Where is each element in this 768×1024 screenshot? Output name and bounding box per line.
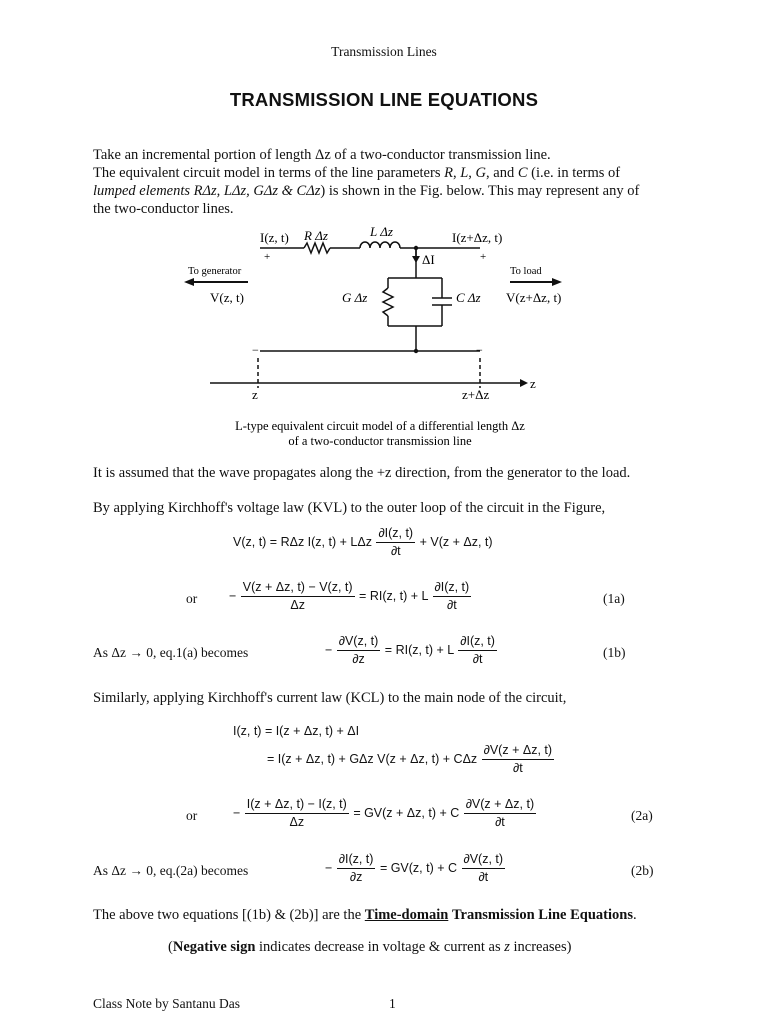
para-kvl: By applying Kirchhoff's voltage law (KVL) to the outer loop of the circuit in the Figure, [93, 500, 606, 516]
eq-2a [233, 797, 537, 830]
frac-num: ∂I(z, t) [433, 580, 472, 597]
eq-kcl-1: I(z, t) = I(z + Δz, t) + ΔI [233, 724, 360, 738]
param-g: G [475, 165, 487, 181]
eq1b-frac1 [337, 634, 381, 667]
eq2b-mid: = GV(z, t) + C [379, 860, 458, 875]
fig-i-right: I(z+Δz, t) [452, 230, 503, 245]
eq2b-label: As Δz → 0, eq.(2a) becomes [93, 863, 249, 878]
frac-num: ∂I(z, t) [337, 852, 376, 869]
frac-den: ∂z [352, 652, 365, 666]
eq1b-mid: = RI(z, t) + L [384, 642, 454, 657]
frac-num: I(z + Δz, t) − I(z, t) [245, 797, 349, 814]
sep: , [468, 165, 476, 181]
fig-minus-left: − [252, 343, 259, 357]
fig-z-right: z+Δz [462, 387, 490, 402]
td-period: . [632, 907, 637, 923]
eq2b-minus: − [325, 860, 333, 875]
frac-den: ∂t [495, 815, 505, 829]
eq-kvl-lhs: V(z, t) = RΔz I(z, t) + LΔz [233, 534, 372, 549]
eq-1b [325, 634, 498, 667]
frac-den: ∂t [390, 544, 401, 558]
footer-author: Class Note by Santanu Das [93, 996, 240, 1011]
fig-z-axis: z [530, 376, 536, 391]
eq-kcl2-frac [482, 743, 554, 776]
fig-plus-right: + [480, 251, 487, 263]
eq-kvl-frac [376, 526, 415, 559]
eq1a-minus: − [229, 588, 237, 603]
eq1a-number: (1a) [603, 591, 625, 606]
page-title: TRANSMISSION LINE EQUATIONS [229, 89, 539, 110]
circuit-figure [180, 218, 580, 450]
eq2a-minus: − [233, 805, 241, 820]
eq1a-frac2 [433, 580, 472, 613]
fig-c-label: C Δz [456, 290, 481, 305]
fig-minus-right: − [476, 343, 483, 357]
intro-paragraph [93, 146, 683, 218]
fig-caption-2: of a two-conductor transmission line [288, 434, 472, 448]
param-r: R [444, 165, 453, 181]
td-text-a: The above two equations [(1b) & (2b)] are the [93, 907, 365, 923]
eq1a-mid: = RI(z, t) + L [359, 588, 429, 603]
eq2a-number: (2a) [631, 808, 653, 823]
fig-v-right: V(z+Δz, t) [506, 290, 562, 305]
fig-l-label: L Δz [370, 224, 393, 239]
fig-z-left: z [252, 387, 258, 402]
eq-kvl-rhs: + V(z + Δz, t) [419, 534, 493, 549]
eq2b-frac1 [337, 852, 376, 885]
frac-den: ∂t [478, 870, 489, 884]
frac-den: ∂t [513, 761, 523, 775]
fig-r-label: R Δz [304, 228, 328, 243]
intro-line2: The equivalent circuit model in terms of the line parameters [93, 165, 445, 181]
frac-num: V(z + Δz, t) − V(z, t) [241, 580, 355, 597]
eq1a-frac1 [241, 580, 355, 613]
frac-num: ∂I(z, t) [458, 634, 497, 651]
eq2a-frac1 [245, 797, 349, 830]
eq-kcl-2 [267, 743, 555, 776]
intro-line4: the two-conductor lines. [93, 201, 234, 217]
frac-den: ∂t [447, 598, 457, 612]
footer-page-number: 1 [389, 996, 396, 1011]
para-time-domain [93, 906, 713, 924]
neg-close: increases) [509, 939, 572, 955]
fig-g-label: G Δz [342, 290, 368, 305]
para-kcl: Similarly, applying Kirchhoff's current law (KCL) to the main node of the circuit, [93, 690, 567, 706]
sep: , [452, 165, 461, 181]
eq1b-label: As Δz → 0, eq.1(a) becomes [93, 645, 249, 660]
intro-line1: Take an incremental portion of length Δz of a two-conductor transmission line. [93, 147, 551, 163]
eq1a-or: or [186, 591, 198, 606]
frac-num: ∂V(z, t) [462, 852, 506, 869]
eq-kcl2-lhs: = I(z + Δz, t) + GΔz V(z + Δz, t) + CΔz [267, 751, 478, 766]
eq2a-mid: = GV(z + Δz, t) + C [353, 805, 460, 820]
frac-den: Δz [289, 815, 305, 829]
frac-num: ∂V(z + Δz, t) [464, 797, 536, 814]
sep: , and [486, 165, 518, 181]
para-negative-sign [168, 939, 571, 956]
fig-i-left: I(z, t) [260, 230, 289, 245]
neg-text: indicates decrease in voltage & current as [255, 939, 505, 955]
eq1b-number: (1b) [603, 645, 626, 660]
param-l: L [460, 165, 469, 181]
frac-den: Δz [290, 598, 305, 612]
eq-kvl [233, 526, 493, 559]
fig-to-load: To load [510, 266, 542, 277]
fig-caption-1: L-type equivalent circuit model of a differential length Δz [235, 419, 525, 433]
param-c: C [517, 165, 528, 181]
eq-1a [229, 580, 472, 613]
neg-z: z [504, 939, 510, 955]
td-tl-equations: Transmission Line Equations [451, 907, 633, 923]
para-assumed: It is assumed that the wave propagates along the +z direction, from the generator to the load. [93, 465, 631, 481]
td-time-domain: Time-domain [364, 907, 449, 923]
eq1b-frac2 [458, 634, 497, 667]
fig-v-left: V(z, t) [210, 290, 244, 305]
frac-den: ∂t [472, 652, 483, 666]
eq2a-or: or [186, 808, 198, 823]
running-header: Transmission Lines [331, 44, 437, 59]
eq1b-minus: − [325, 642, 333, 657]
frac-num: ∂V(z, t) [337, 634, 381, 651]
frac-num: ∂V(z + Δz, t) [482, 743, 554, 760]
eq2a-frac2 [464, 797, 536, 830]
eq2b-number: (2b) [631, 863, 654, 878]
fig-to-generator: To generator [188, 266, 242, 277]
lumped-elements: lumped elements RΔz, LΔz, GΔz & CΔz [93, 183, 321, 199]
intro-line2-end: (i.e. in terms of [527, 165, 621, 181]
frac-den: ∂z [349, 870, 363, 884]
neg-open: ( [168, 939, 173, 955]
frac-num: ∂I(z, t) [376, 526, 415, 543]
neg-bold: Negative sign [172, 939, 256, 955]
fig-delta-i: ΔI [422, 252, 435, 267]
intro-line3: ) is shown in the Fig. below. This may represent any of [320, 183, 640, 199]
fig-plus-left: + [264, 251, 271, 263]
eq2b-frac2 [462, 852, 506, 885]
eq-2b [325, 852, 506, 885]
